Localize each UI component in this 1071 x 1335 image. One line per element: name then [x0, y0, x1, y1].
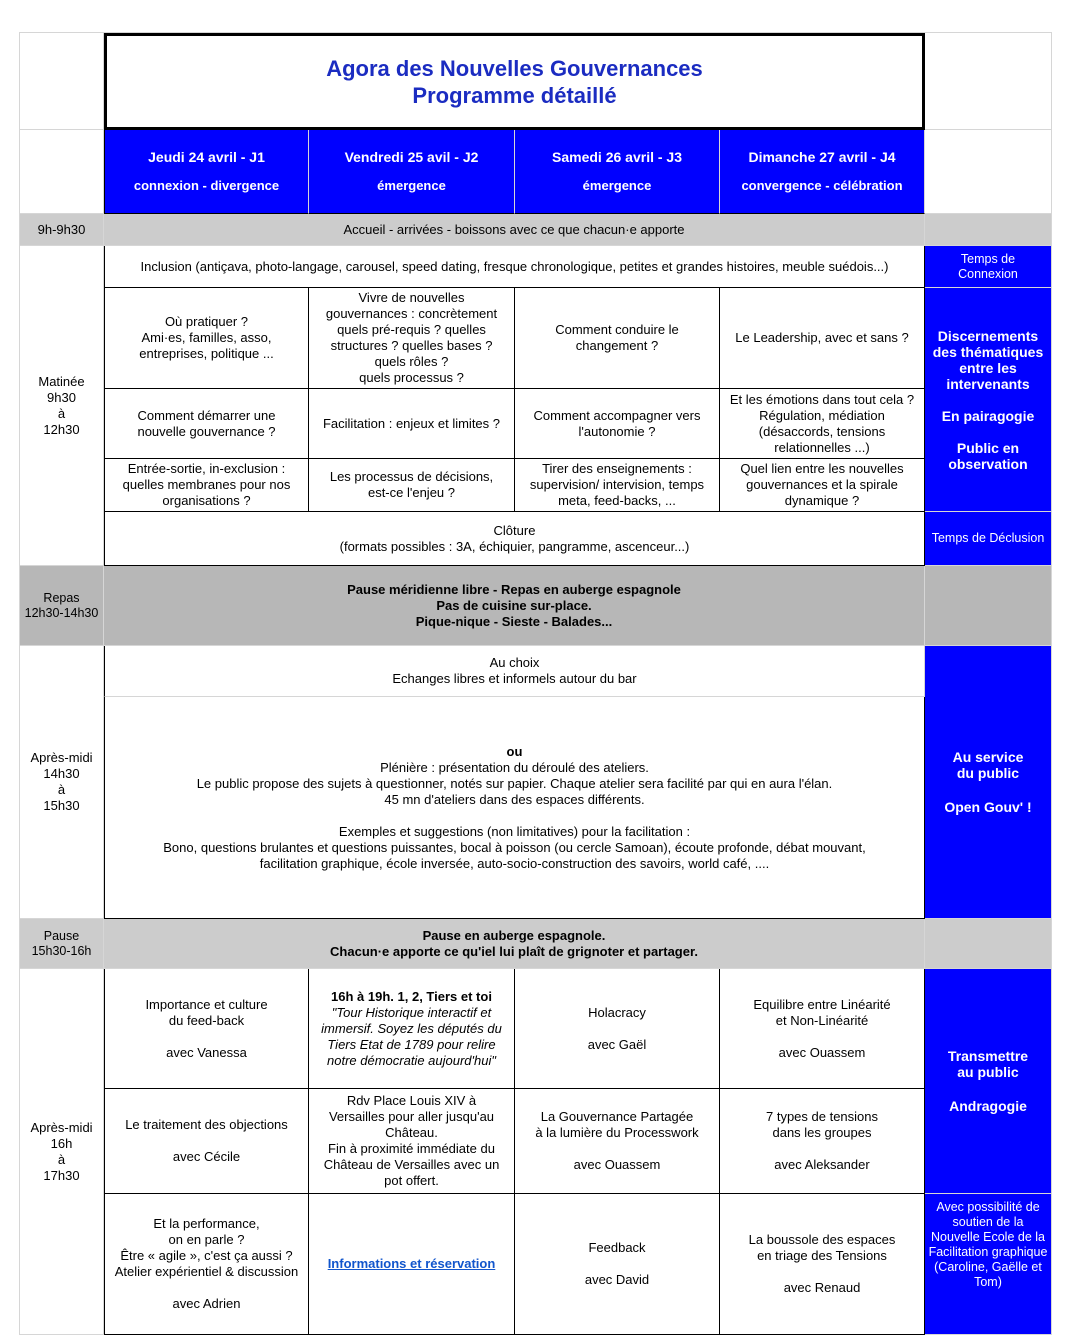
- workshop-cell: Equilibre entre Linéarité et Non-Linéarité avec Ouassem: [720, 969, 925, 1089]
- reservation-cell: [309, 1194, 515, 1335]
- workshop-cell: La boussole des espaces en triage des Tensions avec Renaud: [720, 1194, 925, 1335]
- ou-label: ou: [506, 743, 523, 759]
- workshop-cell: Holacracy avec Gaël: [515, 969, 720, 1089]
- workshop-cell: Comment démarrer une nouvelle gouvernance ?: [104, 389, 309, 459]
- day-theme: connexion - divergence: [133, 178, 280, 194]
- workshop-cell: Feedback avec David: [515, 1194, 720, 1335]
- side-pairagogie-text: En pairagogie: [941, 407, 1035, 424]
- side-temps-declusion: Temps de Déclusion: [925, 512, 1052, 566]
- accueil-text: Accueil - arrivées - boissons avec ce que chacun·e apporte: [104, 214, 925, 246]
- side-temps-connexion: Temps de Connexion: [925, 246, 1052, 288]
- day-header-j4: [720, 130, 925, 214]
- workshop-cell: Importance et culture du feed-back avec Vanessa: [104, 969, 309, 1089]
- time-apresmidi-1: Après-midi 14h30 à 15h30: [20, 646, 104, 919]
- day-label: Jeudi 24 avril - J1: [148, 148, 265, 165]
- workshop-cell: Quel lien entre les nouvelles gouvernances et la spirale dynamique ?: [720, 459, 925, 512]
- time-repas: Repas 12h30-14h30: [20, 566, 104, 646]
- day-header-j2: [309, 130, 515, 214]
- time-matinee: Matinée 9h30 à 12h30: [20, 246, 104, 566]
- side-au-service: [925, 646, 1052, 919]
- rdv-versailles-text: Rdv Place Louis XIV à Versailles pour aller jusqu'au Château. Fin à proximité immédiate du Château de Versailles avec un pot offert.: [309, 1089, 515, 1194]
- day-label: Samedi 26 avril - J3: [552, 148, 682, 165]
- workshop-cell: Les processus de décisions, est-ce l'enjeu ?: [309, 459, 515, 512]
- au-choix-text: Au choix Echanges libres et informels autour du bar: [104, 646, 925, 697]
- program-table: [19, 32, 1052, 1335]
- empty-cell: [925, 919, 1052, 969]
- empty-cell: [925, 214, 1052, 246]
- repas-text: Pause méridienne libre - Repas en auberge espagnole Pas de cuisine sur-place. Pique-nique - Sieste - Balades...: [104, 566, 925, 646]
- workshop-cell: Entrée-sortie, in-exclusion : quelles membranes pour nos organisations ?: [104, 459, 309, 512]
- workshop-cell: Le Leadership, avec et sans ?: [720, 288, 925, 389]
- inclusion-text: Inclusion (antiçava, photo-langage, carousel, speed dating, fresque chronologique, petites et grandes histoires, meuble suédois...): [104, 246, 925, 288]
- cloture-text: Clôture (formats possibles : 3A, échiquier, pangramme, ascenceur...): [104, 512, 925, 566]
- day-header-j3: [515, 130, 720, 214]
- time-pause: Pause 15h30-16h: [20, 919, 104, 969]
- time-accueil: 9h-9h30: [20, 214, 104, 246]
- pleniere-block: [104, 697, 925, 919]
- side-discernements: [925, 288, 1052, 512]
- side-service-text: Au service du public: [952, 749, 1024, 781]
- workshop-cell: Tirer des enseignements : supervision/ intervision, temps meta, feed-backs, ...: [515, 459, 720, 512]
- workshop-cell: La Gouvernance Partagée à la lumière du Processwork avec Ouassem: [515, 1089, 720, 1194]
- empty-cell: [925, 130, 1052, 214]
- empty-cell: [925, 33, 1052, 130]
- side-discernements-text: Discernements des thématiques entre les intervenants: [932, 327, 1044, 392]
- title-line-2: Programme détaillé: [412, 82, 617, 108]
- side-transmettre: [925, 969, 1052, 1194]
- workshop-cell: Et la performance, on en parle ? Être « agile », c'est ça aussi ? Atelier expérientiel & discussion avec Adrien: [104, 1194, 309, 1335]
- empty-cell: [925, 566, 1052, 646]
- day-theme: émergence: [377, 178, 446, 194]
- tiers-quote: "Tour Historique interactif et immersif. Soyez les députés du Tiers Etat de 1789 pour relire notre démocratie aujourd'hui": [321, 1004, 502, 1068]
- time-apresmidi-2: Après-midi 16h à 17h30: [20, 969, 104, 1335]
- workshop-cell: Et les émotions dans tout cela ? Régulation, médiation (désaccords, tensions relationnelles ...): [720, 389, 925, 459]
- day-header-j1: [104, 130, 309, 214]
- empty-cell: [20, 130, 104, 214]
- workshop-cell: Facilitation : enjeux et limites ?: [309, 389, 515, 459]
- title-line-1: Agora des Nouvelles Gouvernances: [326, 55, 703, 81]
- day-label: Dimanche 27 avril - J4: [748, 148, 896, 165]
- side-open-gouv-text: Open Gouv' !: [944, 799, 1032, 815]
- day-theme: émergence: [582, 178, 652, 194]
- pause-text: Pause en auberge espagnole. Chacun·e apporte ce qu'iel lui plaît de grignoter et partager.: [104, 919, 925, 969]
- workshop-cell: Le traitement des objections avec Cécile: [104, 1089, 309, 1194]
- day-theme: convergence - célébration: [741, 178, 903, 194]
- side-andragogie-text: Andragogie: [949, 1098, 1027, 1114]
- tiers-title: 16h à 19h. 1, 2, Tiers et toi: [331, 988, 492, 1004]
- workshop-cell: Comment accompagner vers l'autonomie ?: [515, 389, 720, 459]
- side-transmettre-text: Transmettre au public: [947, 1048, 1029, 1080]
- page-title: [104, 33, 925, 130]
- workshop-cell: Où pratiquer ? Ami·es, familles, asso, entreprises, politique ...: [104, 288, 309, 389]
- side-soutien-facilitation: Avec possibilité de soutien de la Nouvelle Ecole de la Facilitation graphique (Caroline, Gaëlle et Tom): [925, 1194, 1052, 1335]
- tiers-et-toi-cell: [309, 969, 515, 1089]
- side-public-text: Public en observation: [948, 439, 1028, 472]
- day-label: Vendredi 25 avil - J2: [344, 148, 479, 165]
- workshop-cell: Vivre de nouvelles gouvernances : concrètement quels pré-requis ? quelles structures ? quelles bases ? quels rôles ? quels processus ?: [309, 288, 515, 389]
- workshop-cell: Comment conduire le changement ?: [515, 288, 720, 389]
- reservation-link[interactable]: Informations et réservation: [327, 1256, 496, 1271]
- workshop-cell: 7 types de tensions dans les groupes avec Aleksander: [720, 1089, 925, 1194]
- empty-cell: [20, 33, 104, 130]
- pleniere-text: Plénière : présentation du déroulé des ateliers. Le public propose des sujets à questionner, notés sur papier. Chaque atelier sera facilité par qui en aura l'élan. 45 mn d'ateliers dans des espaces différents. Exemples et suggestions (non limitatives) pour la facilitation : Bono, questions brulantes et questions puissantes, bocal à poisson (ou cercle Samoan), écoute profonde, débat mouvant, facilitation graphique, école inversée, auto-socio-construction des savoirs, world café, ....: [163, 759, 866, 871]
